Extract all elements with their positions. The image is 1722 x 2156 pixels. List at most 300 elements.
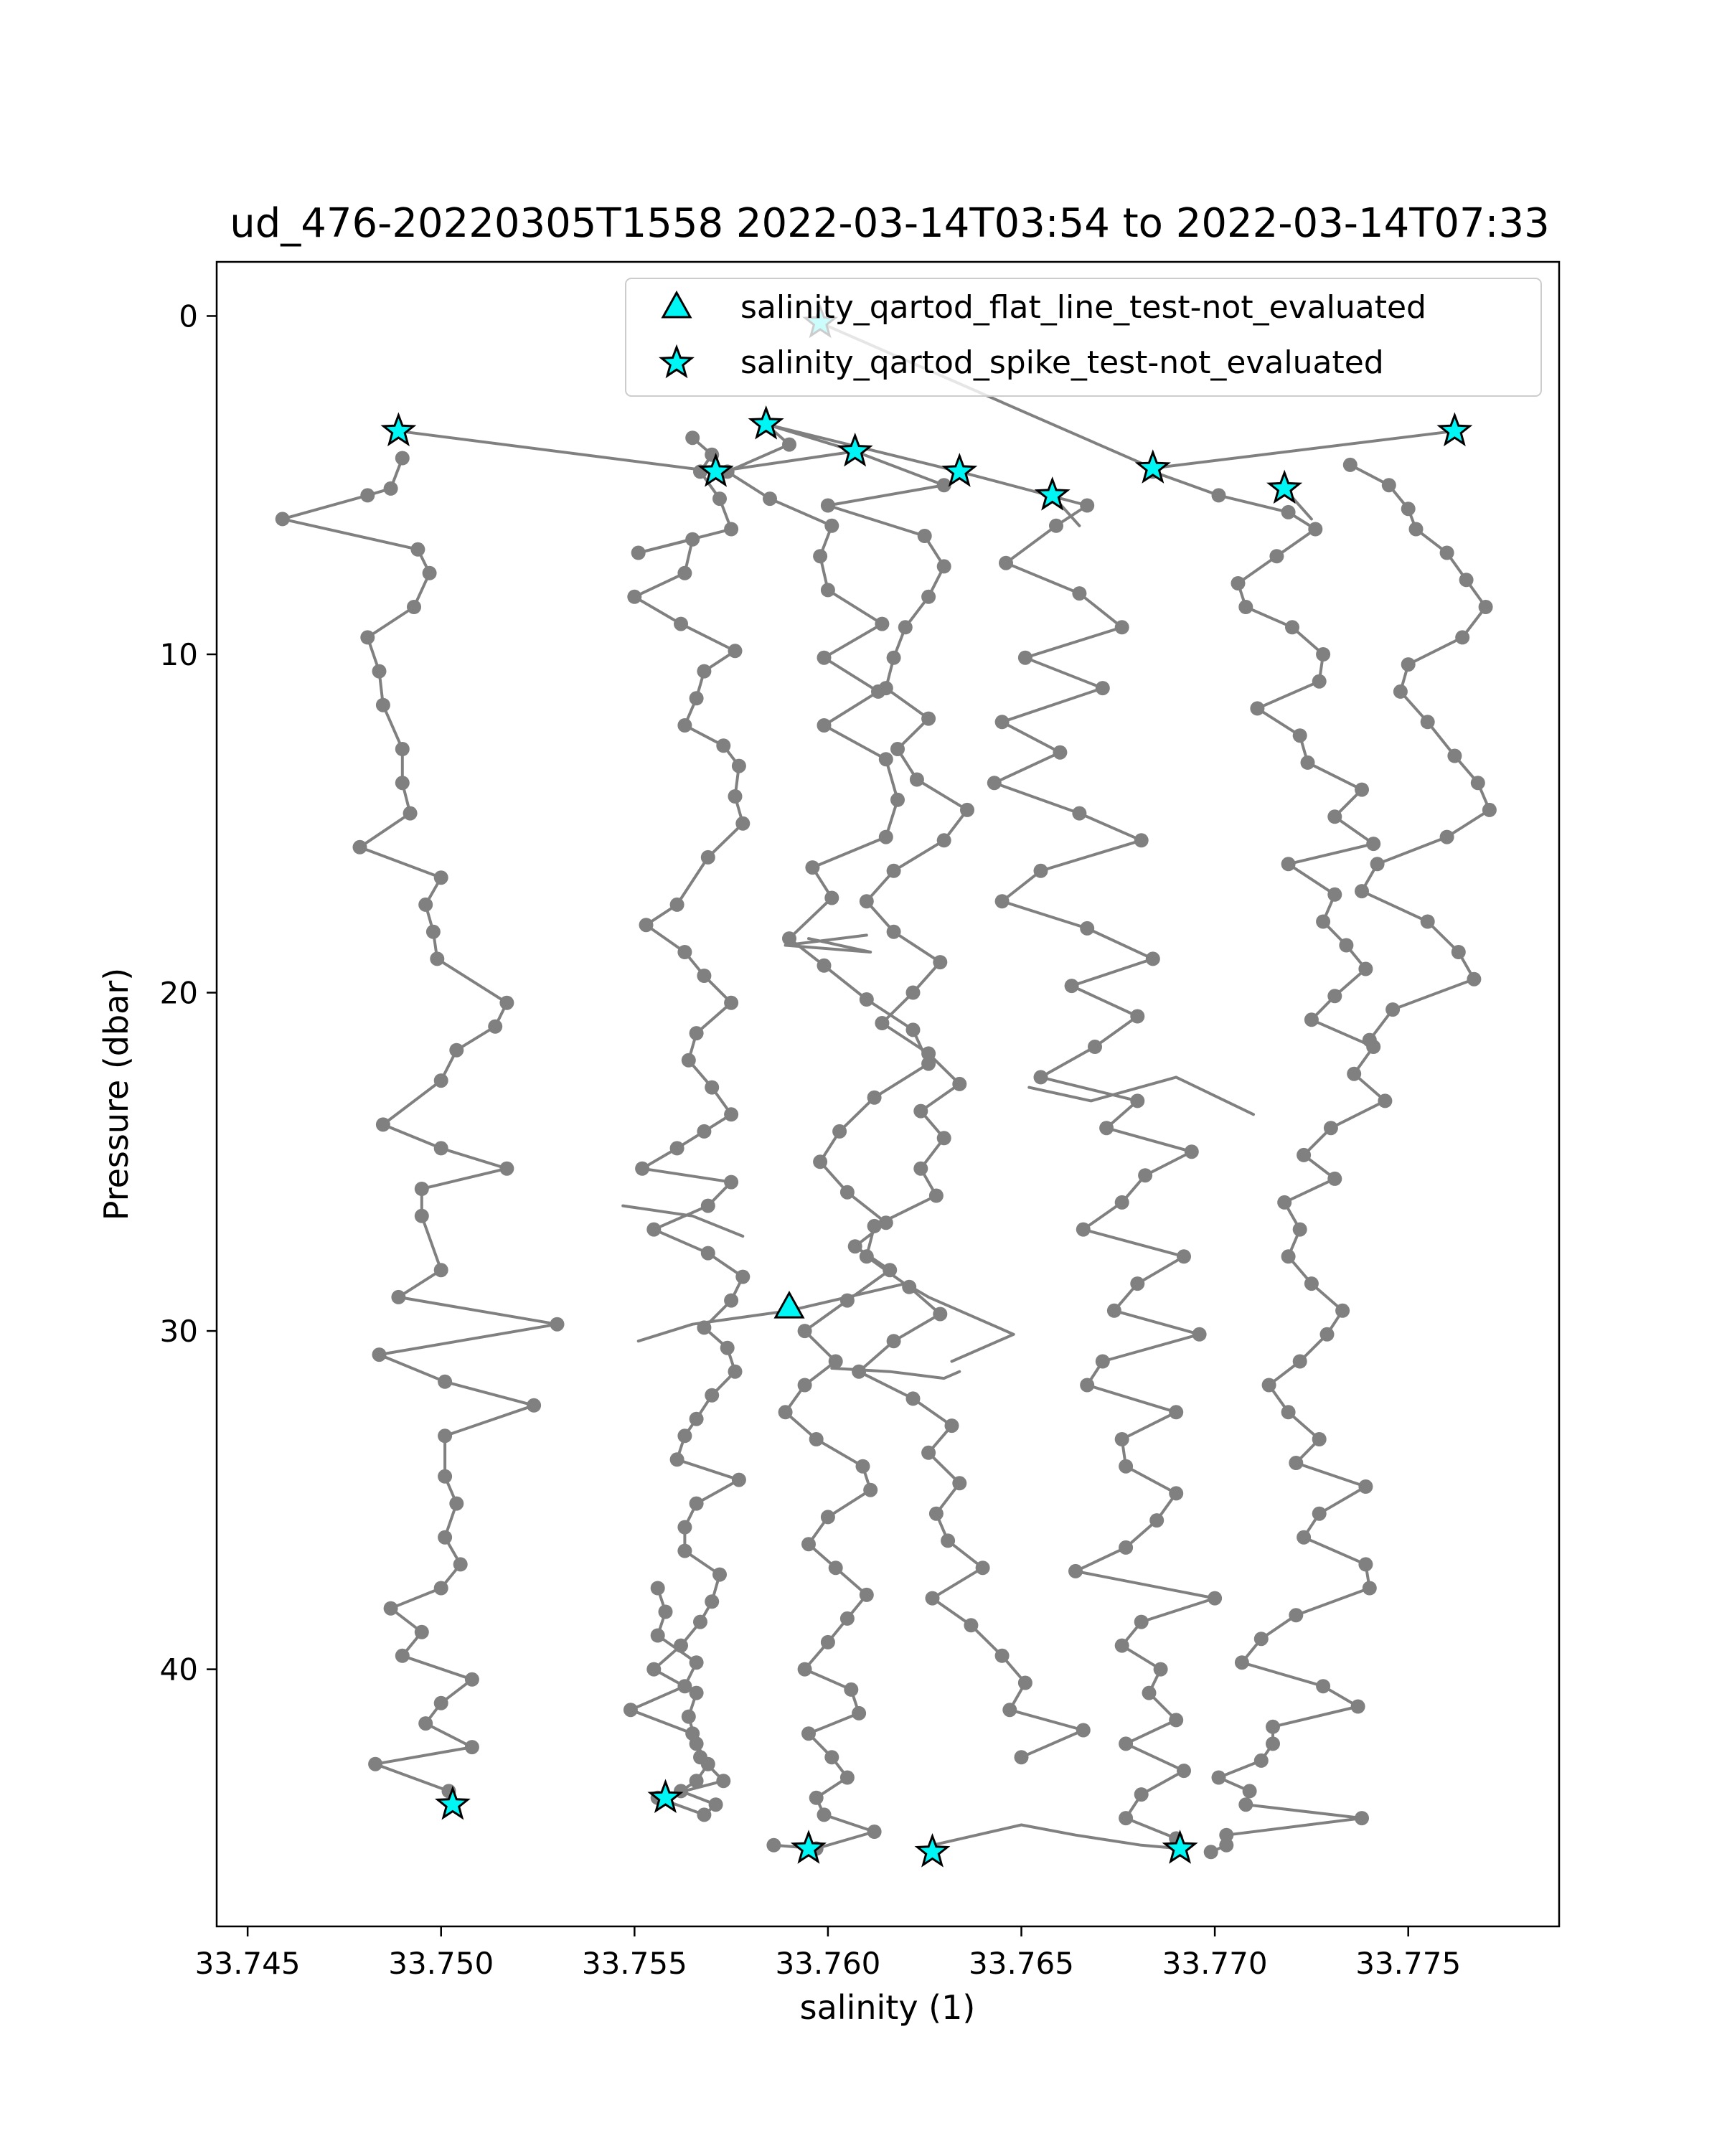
data-point	[1080, 499, 1094, 513]
data-point	[821, 583, 835, 597]
data-point	[434, 870, 448, 885]
data-point	[391, 1290, 405, 1304]
data-point	[1266, 1736, 1280, 1751]
data-point	[1219, 1838, 1233, 1853]
data-point	[1107, 1304, 1121, 1318]
data-point	[887, 651, 901, 665]
data-point	[716, 1774, 730, 1788]
data-point	[724, 522, 738, 537]
data-point	[879, 830, 893, 844]
data-point	[410, 542, 425, 557]
data-point	[426, 925, 441, 939]
data-point	[395, 742, 410, 756]
data-point	[1212, 488, 1226, 502]
data-point	[875, 617, 889, 631]
data-point	[913, 1162, 928, 1176]
data-point	[1238, 600, 1253, 614]
legend-label-spike: salinity_qartod_spike_test-not_evaluated	[740, 344, 1384, 381]
data-point	[1316, 647, 1330, 662]
data-point	[732, 759, 746, 773]
data-point	[465, 1672, 479, 1687]
x-tick-label: 33.775	[1355, 1946, 1462, 1981]
data-point	[724, 1294, 738, 1308]
data-point	[449, 1043, 464, 1058]
data-point	[766, 1838, 781, 1853]
data-point	[1154, 1662, 1168, 1677]
data-point	[685, 1726, 700, 1741]
data-point	[906, 986, 921, 1000]
data-point	[693, 1615, 707, 1629]
data-point	[677, 1544, 692, 1558]
data-point	[418, 1716, 433, 1731]
x-tick-label: 33.745	[194, 1946, 301, 1981]
data-point	[1115, 1432, 1129, 1446]
data-point	[1130, 1009, 1144, 1024]
data-point	[824, 519, 839, 533]
data-point	[817, 718, 832, 733]
data-point	[824, 1750, 839, 1764]
data-point	[1301, 755, 1315, 770]
data-point	[1169, 1713, 1183, 1727]
data-point	[724, 1175, 738, 1190]
data-point	[1285, 620, 1299, 634]
data-point	[805, 860, 819, 875]
data-point	[782, 438, 796, 452]
data-point	[1134, 1615, 1149, 1629]
data-point	[1421, 915, 1435, 929]
data-point	[1358, 1479, 1373, 1494]
data-point	[1119, 1811, 1133, 1825]
x-tick-label: 33.765	[969, 1946, 1075, 1981]
data-point	[724, 996, 738, 1010]
data-point	[677, 1520, 692, 1535]
data-point	[705, 1081, 719, 1095]
data-point	[1119, 1736, 1133, 1751]
data-point	[1250, 701, 1264, 715]
data-point	[690, 1774, 704, 1788]
data-point	[1281, 1249, 1296, 1263]
data-point	[1177, 1249, 1191, 1263]
data-point	[499, 996, 514, 1010]
data-point	[395, 451, 410, 466]
data-point	[677, 1679, 692, 1693]
data-point	[824, 891, 839, 905]
data-point	[1130, 1093, 1144, 1108]
data-point	[697, 1124, 711, 1139]
x-tick-label: 33.750	[388, 1946, 494, 1981]
y-tick-label: 0	[179, 298, 198, 334]
data-point	[1099, 1121, 1114, 1135]
data-point	[276, 512, 290, 526]
legend-label-flat-line: salinity_qartod_flat_line_test-not_evaluated	[740, 289, 1426, 326]
data-point	[945, 1418, 959, 1433]
data-point	[384, 481, 398, 496]
data-point	[1169, 1486, 1183, 1500]
data-point	[728, 789, 743, 804]
data-point	[724, 1107, 738, 1121]
data-point	[701, 1199, 715, 1213]
data-point	[1068, 1564, 1083, 1578]
data-point	[635, 1162, 649, 1176]
data-point	[1096, 1355, 1110, 1369]
data-point	[690, 1412, 704, 1426]
data-point	[1370, 857, 1385, 871]
data-point	[434, 1073, 448, 1088]
data-point	[1327, 989, 1342, 1003]
data-point	[813, 549, 827, 563]
data-point	[488, 1020, 502, 1034]
data-point	[1076, 1723, 1091, 1738]
data-point	[763, 491, 777, 506]
data-point	[1327, 1172, 1342, 1186]
data-point	[438, 1375, 452, 1389]
data-point	[848, 1239, 862, 1253]
data-point	[821, 1635, 835, 1649]
data-point	[860, 992, 874, 1007]
data-point	[732, 1473, 746, 1487]
data-point	[1293, 1355, 1307, 1369]
x-tick-label: 33.755	[581, 1946, 687, 1981]
data-point	[1080, 921, 1094, 936]
data-point	[1185, 1144, 1199, 1159]
data-point	[937, 559, 951, 573]
data-point	[693, 1750, 707, 1764]
data-point	[735, 816, 750, 831]
data-point	[1351, 1700, 1365, 1714]
data-point	[1212, 1771, 1226, 1785]
data-point	[933, 955, 947, 969]
data-point	[1304, 1012, 1319, 1027]
data-point	[840, 1611, 855, 1626]
data-point	[1049, 519, 1063, 533]
y-tick-label: 30	[159, 1314, 198, 1350]
data-point	[418, 898, 433, 912]
data-point	[952, 1476, 966, 1490]
y-tick-label: 20	[159, 975, 198, 1011]
data-point	[879, 681, 893, 695]
data-point	[840, 1771, 855, 1785]
data-point	[438, 1469, 452, 1484]
data-point	[1015, 1750, 1029, 1764]
data-point	[631, 546, 646, 560]
data-point	[898, 620, 913, 634]
data-point	[1208, 1591, 1222, 1606]
data-point	[712, 491, 727, 506]
data-point	[1072, 806, 1086, 821]
data-point	[1347, 1067, 1361, 1081]
data-point	[674, 617, 688, 631]
data-point	[682, 1710, 696, 1724]
data-point	[1343, 458, 1358, 472]
data-point	[449, 1497, 464, 1511]
data-point	[453, 1557, 468, 1571]
data-point	[926, 1591, 940, 1606]
data-point	[1459, 573, 1474, 587]
data-point	[674, 1639, 688, 1653]
data-point	[1169, 1405, 1183, 1419]
data-point	[1177, 1764, 1191, 1778]
data-point	[1281, 505, 1296, 519]
data-point	[1262, 1378, 1276, 1393]
data-point	[372, 664, 387, 679]
data-point	[624, 1703, 638, 1717]
data-point	[821, 499, 835, 513]
data-point	[434, 1696, 448, 1710]
data-point	[1479, 600, 1493, 614]
data-point	[929, 1189, 944, 1203]
data-point	[941, 1533, 955, 1548]
data-point	[372, 1347, 387, 1362]
data-point	[651, 1581, 665, 1596]
data-point	[670, 898, 684, 912]
data-point	[913, 1104, 928, 1119]
data-point	[465, 1740, 479, 1754]
data-point	[918, 529, 932, 543]
data-point	[960, 803, 974, 817]
data-point	[1297, 1530, 1311, 1545]
data-point	[817, 651, 832, 665]
data-point	[415, 1209, 429, 1223]
data-point	[1281, 857, 1296, 871]
y-tick-label: 10	[159, 636, 198, 672]
data-point	[1115, 1195, 1129, 1210]
x-axis-label: salinity (1)	[799, 1988, 976, 2027]
data-point	[1327, 888, 1342, 902]
data-point	[1358, 1557, 1373, 1571]
data-point	[639, 918, 654, 932]
data-point	[867, 1091, 882, 1105]
data-point	[1393, 684, 1408, 699]
data-point	[964, 1618, 978, 1632]
data-point	[1080, 1378, 1094, 1393]
data-point	[809, 1432, 824, 1446]
data-point	[879, 752, 893, 766]
data-point	[921, 1446, 936, 1460]
data-point	[995, 894, 1010, 908]
data-point	[832, 1124, 847, 1139]
data-point	[1072, 586, 1086, 601]
data-point	[1034, 1070, 1048, 1084]
data-point	[697, 969, 711, 983]
data-point	[1378, 1093, 1392, 1108]
data-point	[1053, 745, 1067, 760]
data-point	[937, 833, 951, 847]
data-point	[1231, 576, 1246, 590]
data-point	[1482, 803, 1497, 817]
data-point	[670, 1141, 684, 1155]
data-point	[829, 1355, 843, 1369]
data-point	[685, 532, 700, 547]
data-point	[1471, 776, 1485, 790]
data-point	[1088, 1040, 1102, 1054]
data-point	[646, 1223, 661, 1237]
data-point	[1146, 951, 1160, 966]
data-point	[670, 1452, 684, 1467]
data-point	[995, 1649, 1010, 1663]
data-point	[430, 951, 444, 966]
data-point	[887, 1334, 901, 1348]
data-point	[735, 1270, 750, 1284]
data-point	[423, 566, 437, 580]
data-point	[798, 1662, 812, 1677]
data-point	[798, 1324, 812, 1338]
data-point	[863, 1483, 878, 1497]
data-point	[856, 1459, 870, 1474]
data-point	[1149, 1513, 1164, 1527]
data-point	[1134, 1787, 1149, 1802]
data-point	[697, 664, 711, 679]
data-point	[1142, 1686, 1157, 1700]
data-point	[860, 1249, 874, 1263]
data-point	[403, 806, 418, 821]
data-point	[1385, 1002, 1400, 1017]
data-point	[1281, 1405, 1296, 1419]
data-point	[720, 1341, 735, 1355]
data-point	[1467, 972, 1481, 987]
data-point	[1269, 549, 1284, 563]
data-point	[1308, 522, 1322, 537]
y-axis-label: Pressure (dbar)	[97, 967, 136, 1221]
data-point	[1447, 749, 1462, 763]
data-point	[1355, 783, 1369, 797]
data-point	[1293, 1223, 1307, 1237]
data-point	[677, 1428, 692, 1443]
data-point	[817, 1807, 832, 1822]
data-point	[1119, 1459, 1133, 1474]
data-point	[921, 590, 936, 604]
data-point	[890, 742, 905, 756]
data-point	[438, 1428, 452, 1443]
data-point	[646, 1662, 661, 1677]
data-point	[1297, 1148, 1311, 1162]
data-point	[1401, 502, 1416, 516]
data-point	[415, 1182, 429, 1196]
data-point	[376, 1117, 390, 1131]
data-point	[527, 1398, 541, 1413]
data-point	[709, 1797, 723, 1812]
data-point	[1277, 1195, 1292, 1210]
data-point	[937, 1131, 951, 1145]
data-point	[1316, 915, 1330, 929]
data-point	[933, 1307, 947, 1322]
data-point	[690, 691, 704, 705]
data-point	[798, 1378, 812, 1393]
data-point	[705, 1388, 719, 1403]
data-point	[434, 1581, 448, 1596]
chart-title: ud_476-20220305T1558 2022-03-14T03:54 to 2022-03-14T07:33	[230, 200, 1550, 247]
data-point	[801, 1537, 816, 1551]
data-point	[1018, 651, 1032, 665]
data-point	[499, 1162, 514, 1176]
data-point	[852, 1365, 866, 1379]
data-point	[705, 1594, 719, 1609]
data-point	[701, 850, 715, 865]
data-point	[701, 1246, 715, 1261]
data-point	[384, 1601, 398, 1616]
data-point	[1440, 546, 1454, 560]
data-point	[1312, 1507, 1327, 1521]
data-point	[987, 776, 1002, 790]
data-point	[651, 1629, 665, 1643]
data-point	[1034, 864, 1048, 878]
data-point	[685, 430, 700, 445]
data-point	[1115, 620, 1129, 634]
data-point	[844, 1682, 858, 1697]
data-point	[821, 1510, 835, 1524]
data-point	[890, 793, 905, 807]
data-point	[1366, 837, 1380, 851]
data-point	[906, 1022, 921, 1037]
data-point	[438, 1530, 452, 1545]
data-point	[1002, 1703, 1017, 1717]
data-point	[921, 1046, 936, 1060]
data-point	[407, 600, 421, 614]
data-point	[677, 566, 692, 580]
data-point	[1312, 1432, 1327, 1446]
data-point	[1254, 1632, 1269, 1646]
data-point	[1076, 1223, 1091, 1237]
data-point	[1339, 938, 1353, 953]
data-point	[376, 698, 390, 712]
data-point	[867, 1219, 882, 1233]
data-point	[1238, 1797, 1253, 1812]
data-point	[360, 488, 375, 502]
data-point	[1065, 979, 1079, 993]
data-point	[1312, 674, 1327, 689]
data-point	[952, 1077, 966, 1091]
data-point	[1316, 1679, 1330, 1693]
data-point	[395, 1649, 410, 1663]
data-point	[697, 1807, 711, 1822]
data-point	[690, 1497, 704, 1511]
data-point	[1235, 1655, 1249, 1670]
data-point	[999, 556, 1013, 570]
data-point	[1401, 657, 1416, 672]
data-point	[809, 1791, 824, 1805]
data-point	[1440, 830, 1454, 844]
data-point	[659, 1605, 673, 1619]
data-point	[1018, 1676, 1032, 1690]
data-point	[1363, 1033, 1377, 1048]
data-point	[778, 1405, 793, 1419]
data-point	[1320, 1327, 1335, 1342]
data-point	[368, 1757, 382, 1771]
data-point	[550, 1317, 565, 1332]
data-point	[716, 738, 730, 753]
data-point	[921, 712, 936, 726]
data-point	[677, 945, 692, 959]
data-point	[395, 776, 410, 790]
data-point	[1335, 1304, 1350, 1318]
data-point	[929, 1507, 944, 1521]
x-tick-label: 33.770	[1162, 1946, 1268, 1981]
data-point	[353, 840, 367, 855]
data-point	[728, 644, 743, 658]
data-point	[1254, 1753, 1269, 1768]
data-point	[1119, 1540, 1133, 1555]
data-point	[1452, 945, 1466, 959]
data-point	[801, 1726, 816, 1741]
data-point	[829, 1560, 843, 1575]
data-point	[627, 590, 641, 604]
data-point	[875, 1016, 889, 1030]
data-point	[1289, 1456, 1303, 1470]
data-point	[434, 1263, 448, 1277]
data-point	[1355, 1811, 1369, 1825]
data-point	[1421, 715, 1435, 729]
data-point	[995, 715, 1010, 729]
data-point	[1204, 1845, 1218, 1859]
